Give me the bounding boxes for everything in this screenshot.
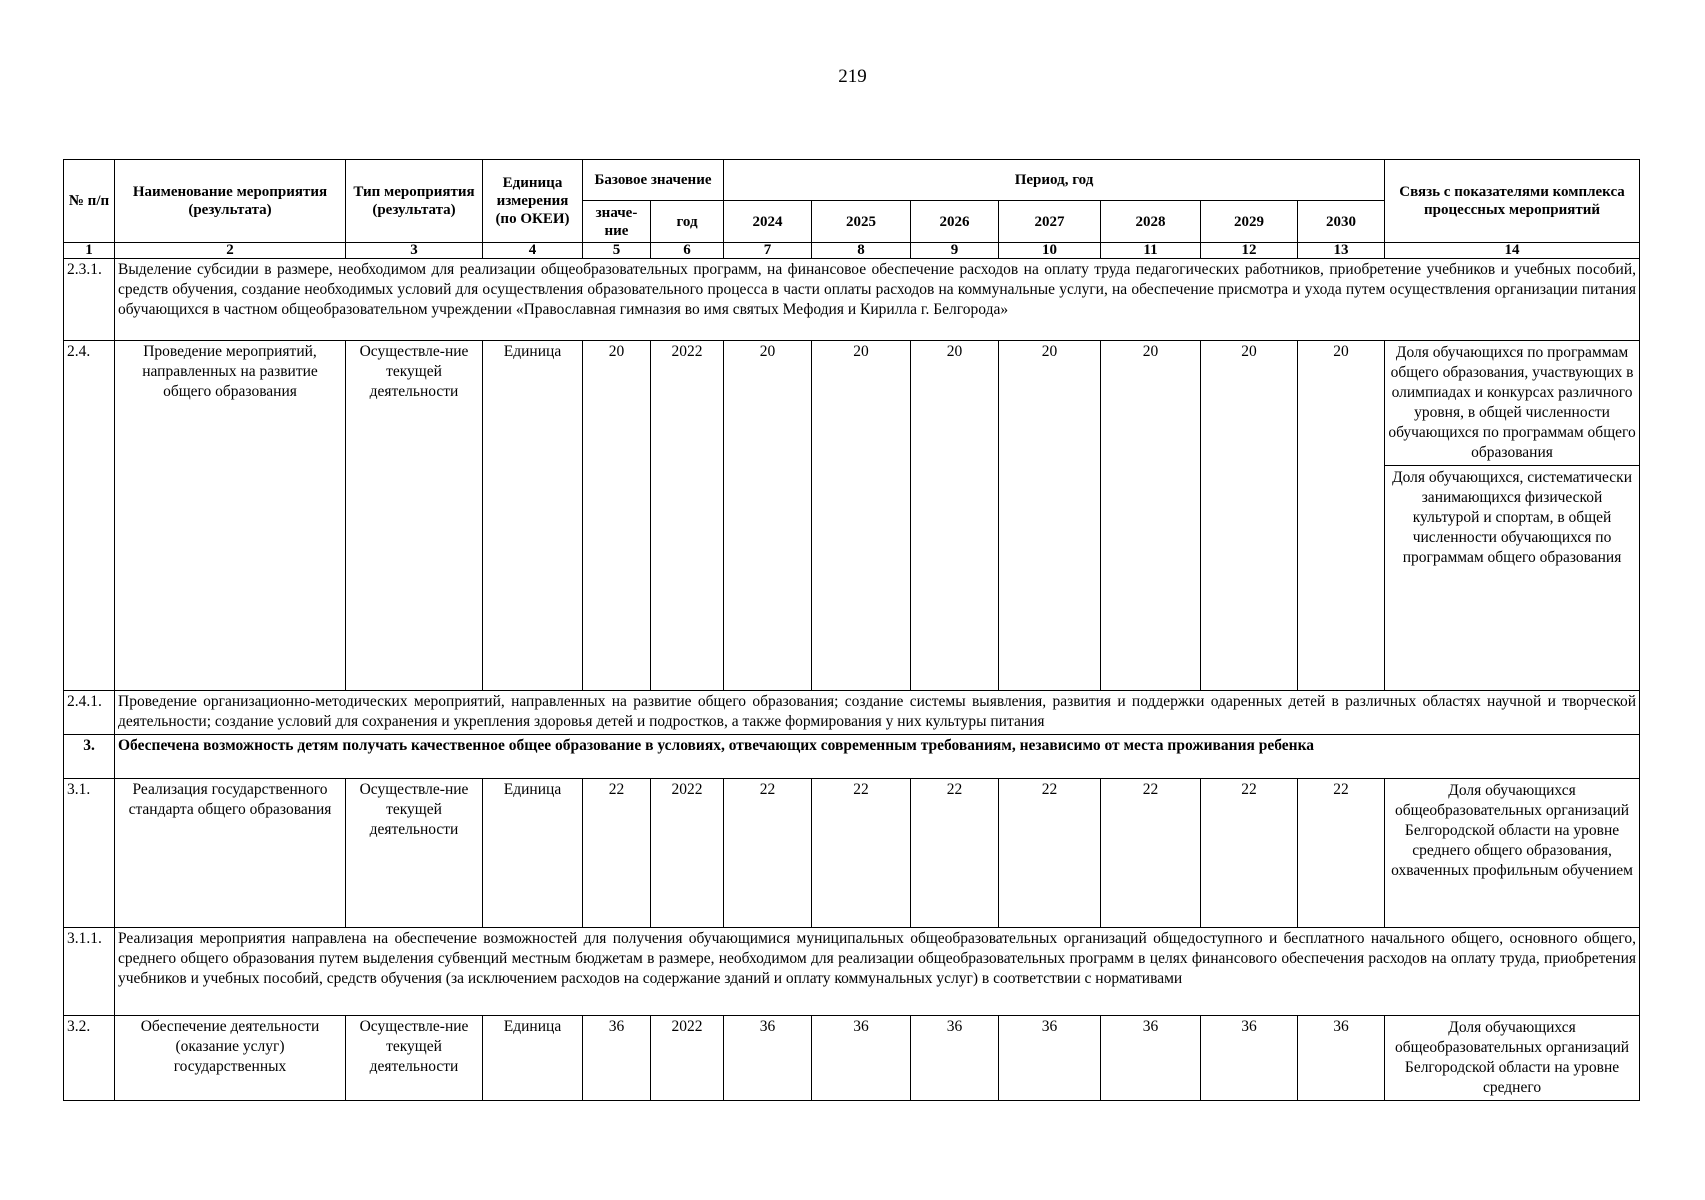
column-number: 13 [1298, 243, 1385, 259]
year-value: 22 [724, 779, 812, 928]
indicator-link: Доля обучающихся, систематически занимающихся физической культурой и спортам, в общей численности обучающихся по программам общего образования [1385, 465, 1639, 570]
column-number: 8 [812, 243, 911, 259]
year-value: 22 [1101, 779, 1201, 928]
column-number: 9 [911, 243, 999, 259]
row-number: 3.1.1. [64, 928, 115, 1016]
header-base-year: год [651, 201, 724, 243]
header-period: Период, год [724, 160, 1385, 201]
column-numbers-row [64, 243, 1640, 259]
header-unit: Единица измерения (по ОКЕИ) [483, 160, 583, 243]
base-value: 22 [583, 779, 651, 928]
header-type: Тип мероприятия (результата) [346, 160, 483, 243]
year-value: 20 [724, 341, 812, 691]
table-row [64, 259, 1640, 341]
row-description: Выделение субсидии в размере, необходимом для реализации общеобразовательных программ, на финансовое обеспечение расходов на оплату труда педагогических работников, приобретение учебников и учебных пособий, средств обучения, создание необходимых условий для осуществления образовательного процесса в части оплаты расходов на коммунальные услуги, на обеспечение присмотра и ухода путем осуществления организации питания обучающихся в частном общеобразовательном учреждении «Православная гимназия во имя святых Мефодия и Кирилла г. Белгорода» [115, 259, 1640, 341]
table-row [64, 1016, 1640, 1101]
page-number: 219 [838, 66, 867, 87]
header-base: Базовое значение [583, 160, 724, 201]
header-name: Наименование мероприятия (результата) [115, 160, 346, 243]
year-value: 36 [911, 1016, 999, 1101]
table-row [64, 691, 1640, 735]
table-row [64, 341, 1640, 691]
column-number: 7 [724, 243, 812, 259]
year-value: 36 [1201, 1016, 1298, 1101]
column-number: 1 [64, 243, 115, 259]
year-value: 36 [1298, 1016, 1385, 1101]
year-value: 20 [1201, 341, 1298, 691]
year-value: 36 [724, 1016, 812, 1101]
base-value: 36 [583, 1016, 651, 1101]
header-year: 2029 [1201, 201, 1298, 243]
year-value: 22 [911, 779, 999, 928]
header-row [64, 160, 1640, 201]
activity-type: Осуществле-ние текущей деятельности [346, 1016, 483, 1101]
indicator-link: Доля обучающихся общеобразовательных организаций Белгородской области на уровне среднего [1394, 1019, 1630, 1096]
year-value: 20 [911, 341, 999, 691]
header-base-value: значе-ние [583, 201, 651, 243]
row-number: 2.4. [64, 341, 115, 691]
row-number: 3.1. [64, 779, 115, 928]
indicator-link-cell [1385, 779, 1640, 928]
header-year: 2026 [911, 201, 999, 243]
activity-unit: Единица [483, 1016, 583, 1101]
year-value: 22 [1298, 779, 1385, 928]
row-number: 2.3.1. [64, 259, 115, 341]
year-value: 36 [999, 1016, 1101, 1101]
row-number: 3. [64, 735, 115, 779]
year-value: 20 [1101, 341, 1201, 691]
column-number: 11 [1101, 243, 1201, 259]
activity-type: Осуществле-ние текущей деятельности [346, 779, 483, 928]
activity-name: Реализация государственного стандарта общего образования [115, 779, 346, 928]
year-value: 36 [812, 1016, 911, 1101]
row-description: Реализация мероприятия направлена на обеспечение возможностей для получения обучающимися муниципальных общеобразовательных организаций общедоступного и бесплатного начального общего, основного общего, среднего общего образования путем выделения субвенций местным бюджетам в размере, необходимом для реализации общеобразовательных программ в целях финансового обеспечения расходов на оплату труда, приобретения учебников и учебных пособий, средств обучения (за исключением расходов на содержание зданий и оплату коммунальных услуг) в соответствии с нормативами [115, 928, 1640, 1016]
header-link: Связь с показателями комплекса процессных мероприятий [1385, 160, 1640, 243]
header-no: № п/п [64, 160, 115, 243]
indicator-link: Доля обучающихся общеобразовательных организаций Белгородской области на уровне среднего общего образования, охваченных профильным обучением [1391, 782, 1633, 879]
section-title: Обеспечена возможность детям получать качественное общее образование в условиях, отвечающих современным требованиям, независимо от места проживания ребенка [115, 735, 1640, 779]
column-number: 3 [346, 243, 483, 259]
column-number: 2 [115, 243, 346, 259]
activity-unit: Единица [483, 779, 583, 928]
year-value: 22 [1201, 779, 1298, 928]
table-row [64, 735, 1640, 779]
year-value: 20 [999, 341, 1101, 691]
row-description: Проведение организационно-методических мероприятий, направленных на развитие общего образования; создание системы выявления, развития и поддержки одаренных детей в различных областях научной и творческой деятельности; создание условий для сохранения и укрепления здоровья детей и подростков, а также формирования у них культуры питания [115, 691, 1640, 735]
activity-name: Проведение мероприятий, направленных на развитие общего образования [115, 341, 346, 691]
indicator-link-cell [1385, 341, 1640, 691]
year-value: 36 [1101, 1016, 1201, 1101]
column-number: 5 [583, 243, 651, 259]
base-value: 20 [583, 341, 651, 691]
header-year: 2027 [999, 201, 1101, 243]
header-year: 2030 [1298, 201, 1385, 243]
base-year: 2022 [651, 1016, 724, 1101]
column-number: 4 [483, 243, 583, 259]
table-row [64, 779, 1640, 928]
indicator-link-cell [1385, 1016, 1640, 1101]
indicator-link: Доля обучающихся по программам общего образования, участвующих в олимпиадах и конкурсах различного уровня, в общей численности обучающихся по программам общего образования [1388, 344, 1636, 461]
column-number: 10 [999, 243, 1101, 259]
column-number: 6 [651, 243, 724, 259]
year-value: 20 [812, 341, 911, 691]
base-year: 2022 [651, 779, 724, 928]
year-value: 22 [999, 779, 1101, 928]
row-number: 3.2. [64, 1016, 115, 1101]
year-value: 20 [1298, 341, 1385, 691]
header-year: 2024 [724, 201, 812, 243]
header-year: 2028 [1101, 201, 1201, 243]
activity-unit: Единица [483, 341, 583, 691]
table-row [64, 928, 1640, 1016]
column-number: 12 [1201, 243, 1298, 259]
row-number: 2.4.1. [64, 691, 115, 735]
base-year: 2022 [651, 341, 724, 691]
header-year: 2025 [812, 201, 911, 243]
activity-type: Осуществле-ние текущей деятельности [346, 341, 483, 691]
activity-name: Обеспечение деятельности (оказание услуг) государственных [115, 1016, 346, 1101]
year-value: 22 [812, 779, 911, 928]
column-number: 14 [1385, 243, 1640, 259]
activities-table [63, 159, 1640, 1101]
